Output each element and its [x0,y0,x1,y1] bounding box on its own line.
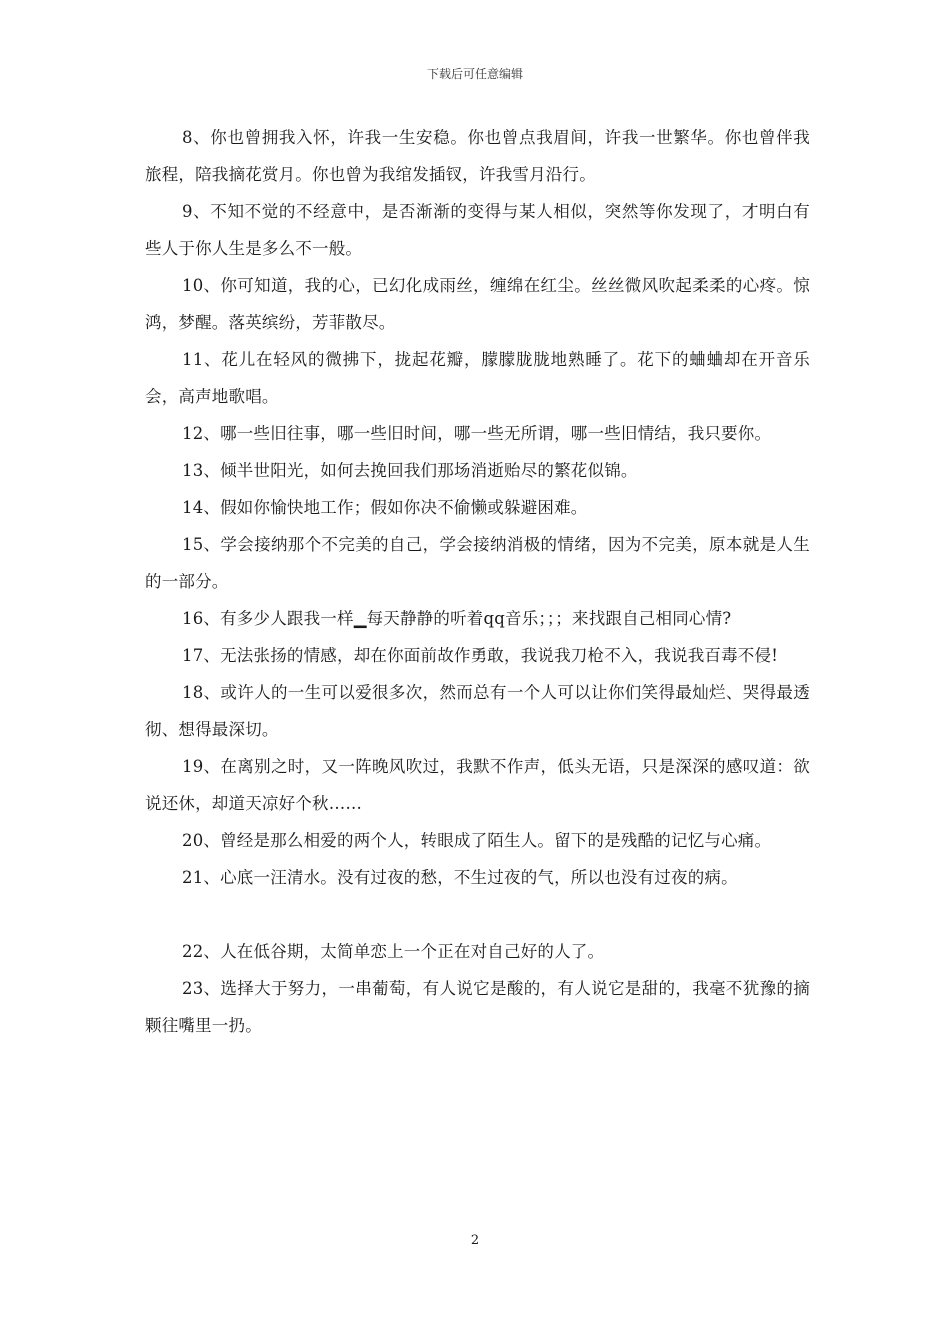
quote-entry-20: 20、曾经是那么相爱的两个人，转眼成了陌生人。留下的是残酷的记忆与心痛。 [182,831,772,850]
quote-entry-21: 21、心底一汪清水。没有过夜的愁，不生过夜的气，所以也没有过夜的病。 [182,868,738,887]
quote-entry-23: 23、选择大于努力，一串葡萄，有人说它是酸的，有人说它是甜的，我毫不犹豫的摘颗往嘴里一扔。 [145,979,810,1035]
quote-entry-14: 14、假如你愉快地工作；假如你决不偷懒或躲避困难。 [182,498,588,517]
quote-entry-18: 18、或许人的一生可以爱很多次，然而总有一个人可以让你们笑得最灿烂、哭得最透彻、想得最深切。 [145,683,810,739]
quote-entry-19: 19、在离别之时，又一阵晚风吹过，我默不作声，低头无语，只是深深的感叹道：欲说还休，却道天凉好个秋…… [145,757,810,813]
quote-entry-12: 12、哪一些旧往事，哪一些旧时间，哪一些无所谓，哪一些旧情结，我只要你。 [182,424,772,443]
quote-entry-22: 22、人在低谷期，太简单恋上一个正在对自己好的人了。 [182,942,605,961]
quote-entry-10: 10、你可知道，我的心，已幻化成雨丝，缠绵在红尘。丝丝微风吹起柔柔的心疼。惊鸿，梦醒。落英缤纷，芳菲散尽。 [145,276,810,332]
page-header: 下载后可任意编辑 [426,67,523,81]
quote-entry-17: 17、无法张扬的情感，却在你面前故作勇敢，我说我刀枪不入，我说我百毒不侵! [182,646,779,665]
quote-entry-11: 11、花儿在轻风的微拂下，拢起花瓣，朦朦胧胧地熟睡了。花下的蛐蛐却在开音乐会，高声地歌唱。 [145,350,810,406]
document-body [145,119,810,1044]
quote-entry-9: 9、不知不觉的不经意中，是否渐渐的变得与某人相似，突然等你发现了，才明白有些人于你人生是多么不一般。 [145,202,810,258]
quote-entry-16: 16、有多少人跟我一样▁每天静静的听着qq音乐；；；来找跟自己相同心情? [182,609,732,628]
page-number: 2 [470,1233,480,1248]
quote-entry-15: 15、学会接纳那个不完美的自己，学会接纳消极的情绪，因为不完美，原本就是人生的一部分。 [145,535,810,591]
quote-entry-13: 13、倾半世阳光，如何去挽回我们那场消逝贻尽的繁花似锦。 [182,461,638,480]
quote-entry-8: 8、你也曾拥我入怀，许我一生安稳。你也曾点我眉间，许我一世繁华。你也曾伴我旅程，陪我摘花赏月。你也曾为我绾发插钗，许我雪月沿行。 [145,128,810,184]
